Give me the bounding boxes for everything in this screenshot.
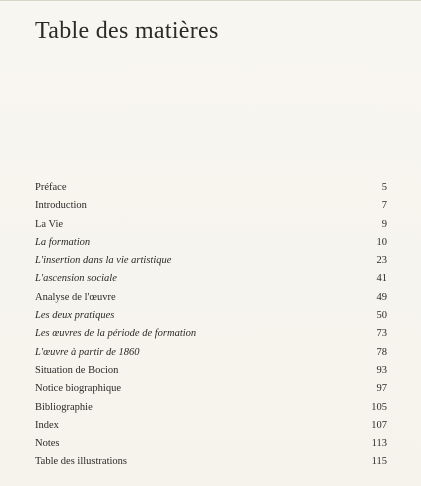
toc-entry[interactable]: [35, 435, 387, 453]
toc-entry-label: Les œuvres de la période de formation: [35, 328, 197, 340]
toc-entry[interactable]: [35, 197, 387, 215]
toc-entry-label: Notes: [35, 438, 60, 450]
toc-entry[interactable]: [35, 325, 387, 343]
toc-entry-label: Situation de Bocion: [35, 364, 119, 376]
toc-entry-page: 49: [376, 291, 387, 303]
toc-entry-label: L'insertion dans la vie artistique: [35, 255, 172, 267]
page-edge-line: [0, 0, 421, 1]
toc-entry-label: Bibliographie: [35, 401, 93, 413]
table-of-contents: [35, 179, 387, 472]
toc-entry[interactable]: [35, 380, 387, 398]
toc-entry[interactable]: [35, 399, 387, 417]
toc-entry[interactable]: [35, 216, 387, 234]
toc-entry-label: Table des illustrations: [35, 456, 127, 468]
toc-entry-page: 10: [376, 236, 387, 248]
toc-entry-label: La Vie: [35, 218, 64, 230]
page-title: Table des matières: [35, 18, 219, 44]
toc-entry-page: 73: [376, 328, 387, 340]
toc-entry-page: 93: [376, 364, 387, 376]
toc-entry-page: 113: [371, 438, 387, 450]
toc-entry[interactable]: [35, 307, 387, 325]
toc-entry-label: Index: [35, 419, 59, 431]
toc-entry[interactable]: [35, 344, 387, 362]
toc-entry-page: 50: [376, 310, 387, 322]
toc-entry-page: 23: [376, 255, 387, 267]
toc-entry-label: Notice biographique: [35, 383, 122, 395]
toc-entry-page: 107: [371, 419, 387, 431]
toc-entry-page: 78: [376, 346, 387, 358]
toc-entry[interactable]: [35, 362, 387, 380]
toc-entry-page: 97: [376, 383, 387, 395]
toc-entry-page: 7: [381, 200, 387, 212]
toc-entry[interactable]: [35, 270, 387, 288]
toc-entry[interactable]: [35, 179, 387, 197]
toc-entry[interactable]: [35, 234, 387, 252]
toc-entry-label: Introduction: [35, 200, 87, 212]
toc-entry-label: Analyse de l'œuvre: [35, 291, 116, 303]
toc-entry-page: 41: [376, 273, 387, 285]
toc-entry-label: L'ascension sociale: [35, 273, 117, 285]
toc-entry[interactable]: [35, 252, 387, 270]
toc-entry-label: La formation: [35, 236, 91, 248]
toc-entry-page: 9: [381, 218, 387, 230]
toc-entry[interactable]: [35, 417, 387, 435]
toc-entry-page: 5: [381, 182, 387, 193]
toc-entry[interactable]: [35, 453, 387, 471]
toc-entry-label: Les deux pratiques: [35, 310, 115, 322]
toc-entry-page: 115: [371, 456, 387, 468]
toc-entry-label: L'œuvre à partir de 1860: [35, 346, 140, 358]
toc-entry-page: 105: [371, 401, 387, 413]
toc-entry[interactable]: [35, 289, 387, 307]
toc-entry-label: Préface: [35, 182, 67, 193]
